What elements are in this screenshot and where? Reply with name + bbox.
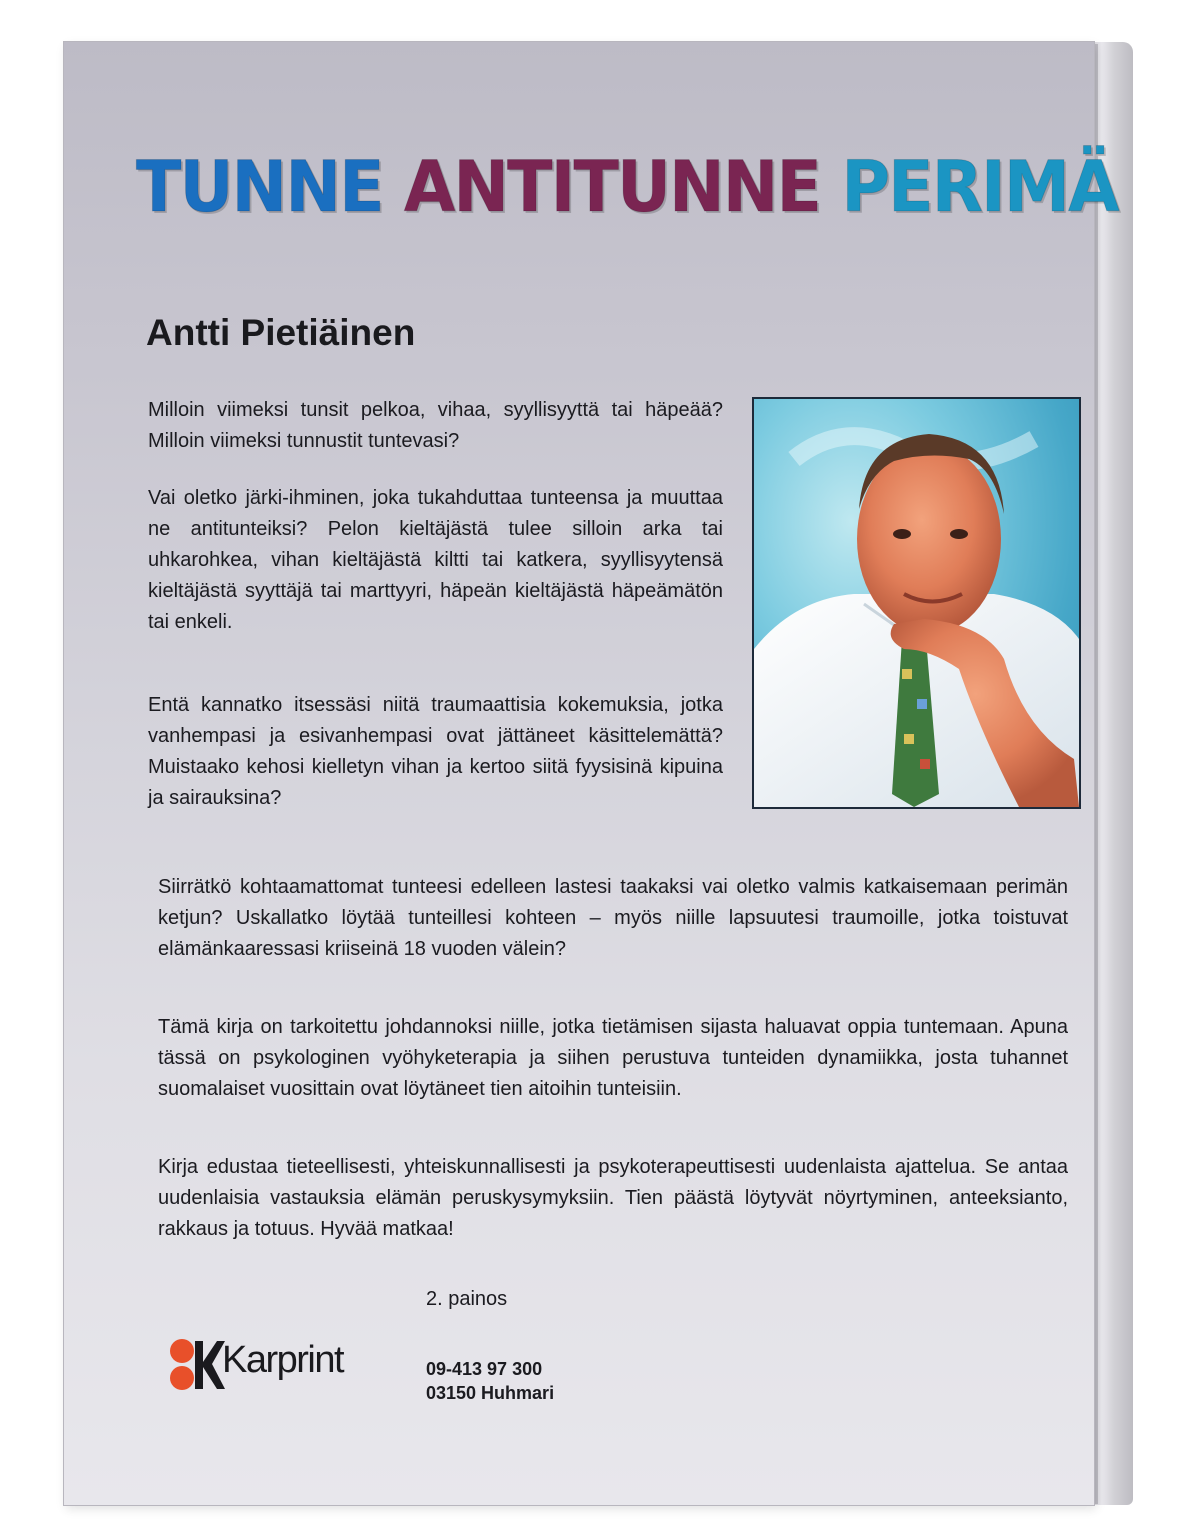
publisher-contact	[426, 1357, 554, 1405]
paragraph-2: Vai oletko järki-ihminen, joka tukahduttaa tunteensa ja muuttaa ne antitunteiksi? Pelon kieltäjästä tulee silloin arka tai uhkarohkea, vihan kieltäjästä kiltti tai katkera, syyllisyytensä kieltäjästä syyttäjä tai marttyyri, häpeän kieltäjästä häpeämätön tai enkeli.	[148, 487, 723, 633]
book-title	[136, 146, 1118, 228]
title-word-antitunne: ANTITUNNE	[403, 146, 821, 228]
author-photo	[752, 397, 1081, 809]
paragraph-4: Siirrätkö kohtaamattomat tunteesi edelleen lastesi taakaksi vai oletko valmis katkaisemaan perimän ketjun? Uskallatko löytää tunteillesi kohteen – myös niille lapsuutesi traumoille, jotka toistuvat elämänkaaressasi kriiseinä 18 vuoden välein?	[158, 876, 1068, 960]
publisher-address: 03150 Huhmari	[426, 1383, 555, 1403]
publisher-phone: 09-413 97 300	[426, 1359, 543, 1379]
paragraph-1: Milloin viimeksi tunsit pelkoa, vihaa, syyllisyyttä tai häpeää? Milloin viimeksi tunnustit tuntevasi?	[148, 399, 723, 452]
author-portrait-illustration	[754, 399, 1079, 807]
author-name: Antti Pietiäinen	[146, 312, 416, 353]
paragraph-5: Tämä kirja on tarkoitettu johdannoksi niille, jotka tietämisen sijasta haluavat oppia tuntemaan. Apuna tässä on psykologinen vyöhyketerapia ja siihen perustuva tunteiden dynamiikka, josta tuhannet suomalaiset vuosittain ovat löytäneet tien aitoihin tunteisiin.	[158, 1016, 1068, 1100]
title-word-tunne: TUNNE	[136, 146, 383, 228]
title-word-perima: PERIMÄ	[841, 146, 1118, 228]
publisher-name: Karprint	[222, 1339, 344, 1381]
paragraph-6: Kirja edustaa tieteellisesti, yhteiskunnallisesti ja psykoterapeuttisesti uudenlaista ajattelua. Se antaa uudenlaisia vastauksia elämän peruskysymyksiin. Tien päästä löytyvät nöyrtyminen, anteeksianto, rakkaus ja totuus. Hyvää matkaa!	[158, 1156, 1068, 1240]
edition-label: 2. painos	[426, 1288, 508, 1310]
book-back-cover	[64, 42, 1118, 1505]
paragraph-3: Entä kannatko itsessäsi niitä traumaattisia kokemuksia, jotka vanhempasi ja esivanhempasi ovat jättäneet käsittelemättä? Muistaako kehosi kielletyn vihan ja kertoo siitä fyysisinä kipuina ja sairauksina?	[148, 694, 723, 809]
spine-crease	[1095, 44, 1098, 1504]
